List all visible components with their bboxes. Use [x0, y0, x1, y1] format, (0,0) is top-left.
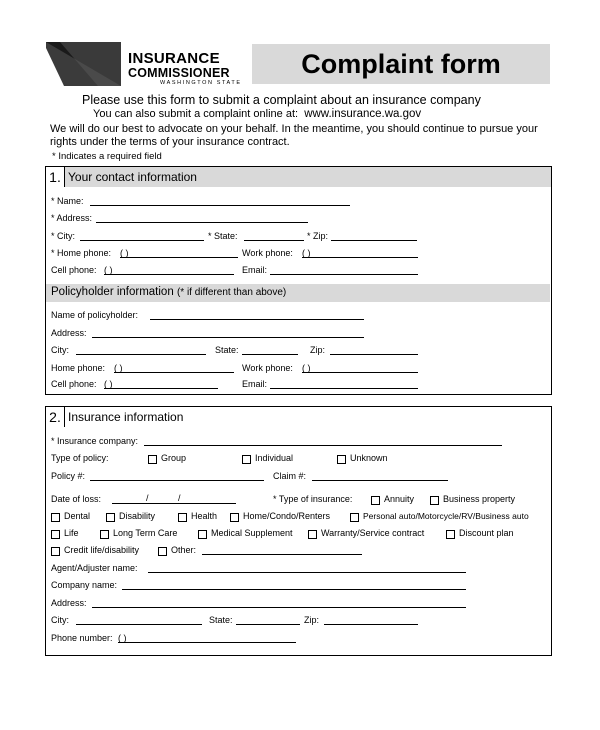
policyholder-state-field[interactable]	[242, 354, 298, 355]
agent-phone-area-code: ( )	[118, 633, 127, 643]
policyholder-state-label: State:	[215, 345, 239, 355]
insurance-company-field[interactable]	[144, 445, 502, 446]
claim-number-field[interactable]	[312, 480, 448, 481]
policyholder-zip-label: Zip:	[310, 345, 326, 355]
other-insurance-field[interactable]	[202, 554, 362, 555]
work-phone-field[interactable]	[302, 257, 418, 258]
policyholder-email-field[interactable]	[270, 388, 418, 389]
zip-label: * Zip:	[307, 231, 329, 241]
policyholder-name-label: Name of policyholder:	[51, 310, 139, 320]
company-name-label: Company name:	[51, 580, 118, 590]
policyholder-work-phone-field[interactable]	[302, 372, 418, 373]
logo-text-commissioner: COMMISSIONER	[128, 66, 230, 80]
work-phone-area-code: ( )	[302, 248, 311, 258]
section-title: Insurance information	[68, 410, 184, 424]
email-field[interactable]	[270, 274, 418, 275]
policyholder-cell-phone-field[interactable]	[104, 388, 218, 389]
section-title: Your contact information	[68, 170, 197, 184]
checkbox-unknown-label: Unknown	[350, 453, 388, 463]
section-header	[46, 407, 551, 427]
checkbox-warranty-label: Warranty/Service contract	[321, 528, 425, 538]
online-note	[93, 108, 421, 120]
checkbox-life[interactable]	[51, 530, 60, 539]
policyholder-address-label: Address:	[51, 328, 87, 338]
name-label: * Name:	[51, 196, 84, 206]
name-field[interactable]	[90, 205, 350, 206]
agent-name-field[interactable]	[148, 572, 466, 573]
policyholder-address-field[interactable]	[92, 337, 364, 338]
website-link[interactable]: www.insurance.wa.gov	[304, 108, 422, 120]
policyholder-cell-phone-label: Cell phone:	[51, 379, 97, 389]
policyholder-cell-phone-area-code: ( )	[104, 379, 113, 389]
checkbox-annuity[interactable]	[371, 496, 380, 505]
checkbox-other-label: Other:	[171, 545, 197, 555]
policyholder-header	[46, 284, 550, 302]
checkbox-discount-plan-label: Discount plan	[459, 528, 514, 538]
type-of-policy-label: Type of policy:	[51, 453, 109, 463]
city-field[interactable]	[80, 240, 204, 241]
policyholder-city-field[interactable]	[76, 354, 206, 355]
checkbox-disability[interactable]	[106, 513, 115, 522]
date-separator: /	[146, 493, 149, 503]
checkbox-medical-supplement-label: Medical Supplement	[211, 528, 293, 538]
checkbox-business-property-label: Business property	[443, 494, 516, 504]
checkbox-individual-label: Individual	[255, 453, 294, 463]
section-number: 1.	[46, 167, 65, 187]
logo-text-insurance: INSURANCE	[128, 50, 220, 67]
date-of-loss-field[interactable]	[112, 503, 236, 504]
checkbox-group[interactable]	[148, 455, 157, 464]
home-phone-area-code: ( )	[120, 248, 129, 258]
cell-phone-field[interactable]	[104, 274, 234, 275]
checkbox-annuity-label: Annuity	[384, 494, 415, 504]
advocacy-note: We will do our best to advocate on your behalf. In the meantime, you should continue to pursue your rights under the terms of your insurance contract.	[50, 123, 538, 148]
checkbox-long-term-care-label: Long Term Care	[113, 528, 178, 538]
checkbox-unknown[interactable]	[337, 455, 346, 464]
policyholder-name-field[interactable]	[150, 319, 364, 320]
agent-state-label: State:	[209, 615, 233, 625]
policyholder-home-phone-area-code: ( )	[114, 363, 123, 373]
agent-zip-label: Zip:	[304, 615, 320, 625]
zip-field[interactable]	[331, 240, 417, 241]
checkbox-home-condo-renters-label: Home/Condo/Renters	[243, 511, 331, 521]
policyholder-title	[51, 286, 286, 298]
address-field[interactable]	[96, 222, 308, 223]
company-name-field[interactable]	[122, 589, 466, 590]
checkbox-credit-life[interactable]	[51, 547, 60, 556]
address-label: * Address:	[51, 213, 93, 223]
section-header	[46, 167, 551, 187]
policyholder-title-text: Policyholder information	[51, 286, 174, 298]
agent-address-label: Address:	[51, 598, 87, 608]
cell-phone-area-code: ( )	[104, 265, 113, 275]
agent-address-field[interactable]	[92, 607, 466, 608]
agent-name-label: Agent/Adjuster name:	[51, 563, 138, 573]
date-of-loss-label: Date of loss:	[51, 494, 102, 504]
agent-state-field[interactable]	[236, 624, 300, 625]
policyholder-home-phone-label: Home phone:	[51, 363, 106, 373]
checkbox-group-label: Group	[161, 453, 187, 463]
logo-mark	[46, 42, 121, 86]
policyholder-city-label: City:	[51, 345, 69, 355]
required-note: * Indicates a required field	[52, 151, 162, 162]
claim-number-label: Claim #:	[273, 471, 307, 481]
logo-text-state: WASHINGTON STATE	[160, 80, 242, 86]
date-separator: /	[178, 493, 181, 503]
agent-zip-field[interactable]	[324, 624, 418, 625]
checkbox-dental[interactable]	[51, 513, 60, 522]
page-title: Complaint form	[301, 49, 501, 79]
policy-number-label: Policy #:	[51, 471, 86, 481]
checkbox-individual[interactable]	[242, 455, 251, 464]
checkbox-long-term-care[interactable]	[100, 530, 109, 539]
checkbox-medical-supplement[interactable]	[198, 530, 207, 539]
home-phone-label: * Home phone:	[51, 248, 112, 258]
checkbox-personal-auto[interactable]	[350, 513, 359, 522]
title-banner	[252, 44, 550, 84]
policyholder-work-phone-area-code: ( )	[302, 363, 311, 373]
policyholder-subtitle: (* if different than above)	[176, 287, 287, 298]
checkbox-life-label: Life	[64, 528, 79, 538]
policyholder-work-phone-label: Work phone:	[242, 363, 293, 373]
checkbox-health[interactable]	[178, 513, 187, 522]
checkbox-discount-plan[interactable]	[446, 530, 455, 539]
online-note-text: You can also submit a complaint online at:	[93, 108, 299, 120]
checkbox-personal-auto-label: Personal auto/Motorcycle/RV/Business auto	[363, 511, 529, 521]
checkbox-warranty[interactable]	[308, 530, 317, 539]
cell-phone-label: Cell phone:	[51, 265, 97, 275]
section-contact-info	[45, 166, 552, 395]
policy-number-field[interactable]	[90, 480, 264, 481]
policyholder-zip-field[interactable]	[330, 354, 418, 355]
section-insurance-info	[45, 406, 552, 656]
checkbox-dental-label: Dental	[64, 511, 91, 521]
checkbox-disability-label: Disability	[119, 511, 156, 521]
logo-graphic	[46, 42, 121, 86]
policyholder-home-phone-field[interactable]	[114, 372, 234, 373]
checkbox-business-property[interactable]	[430, 496, 439, 505]
checkbox-credit-life-label: Credit life/disability	[64, 545, 140, 555]
checkbox-health-label: Health	[191, 511, 218, 521]
section-number: 2.	[46, 407, 65, 427]
agent-phone-label: Phone number:	[51, 633, 113, 643]
city-label: * City:	[51, 231, 76, 241]
policyholder-email-label: Email:	[242, 379, 268, 389]
agent-city-label: City:	[51, 615, 69, 625]
agent-phone-field[interactable]	[118, 642, 296, 643]
checkbox-home-condo-renters[interactable]	[230, 513, 239, 522]
type-of-insurance-label: * Type of insurance:	[273, 494, 353, 504]
insurance-company-label: * Insurance company:	[51, 436, 139, 446]
intro-line: Please use this form to submit a complaint about an insurance company	[82, 93, 481, 107]
home-phone-field[interactable]	[120, 257, 238, 258]
email-label: Email:	[242, 265, 268, 275]
agent-city-field[interactable]	[76, 624, 202, 625]
checkbox-other[interactable]	[158, 547, 167, 556]
state-label: * State:	[208, 231, 238, 241]
work-phone-label: Work phone:	[242, 248, 293, 258]
state-field[interactable]	[244, 240, 304, 241]
